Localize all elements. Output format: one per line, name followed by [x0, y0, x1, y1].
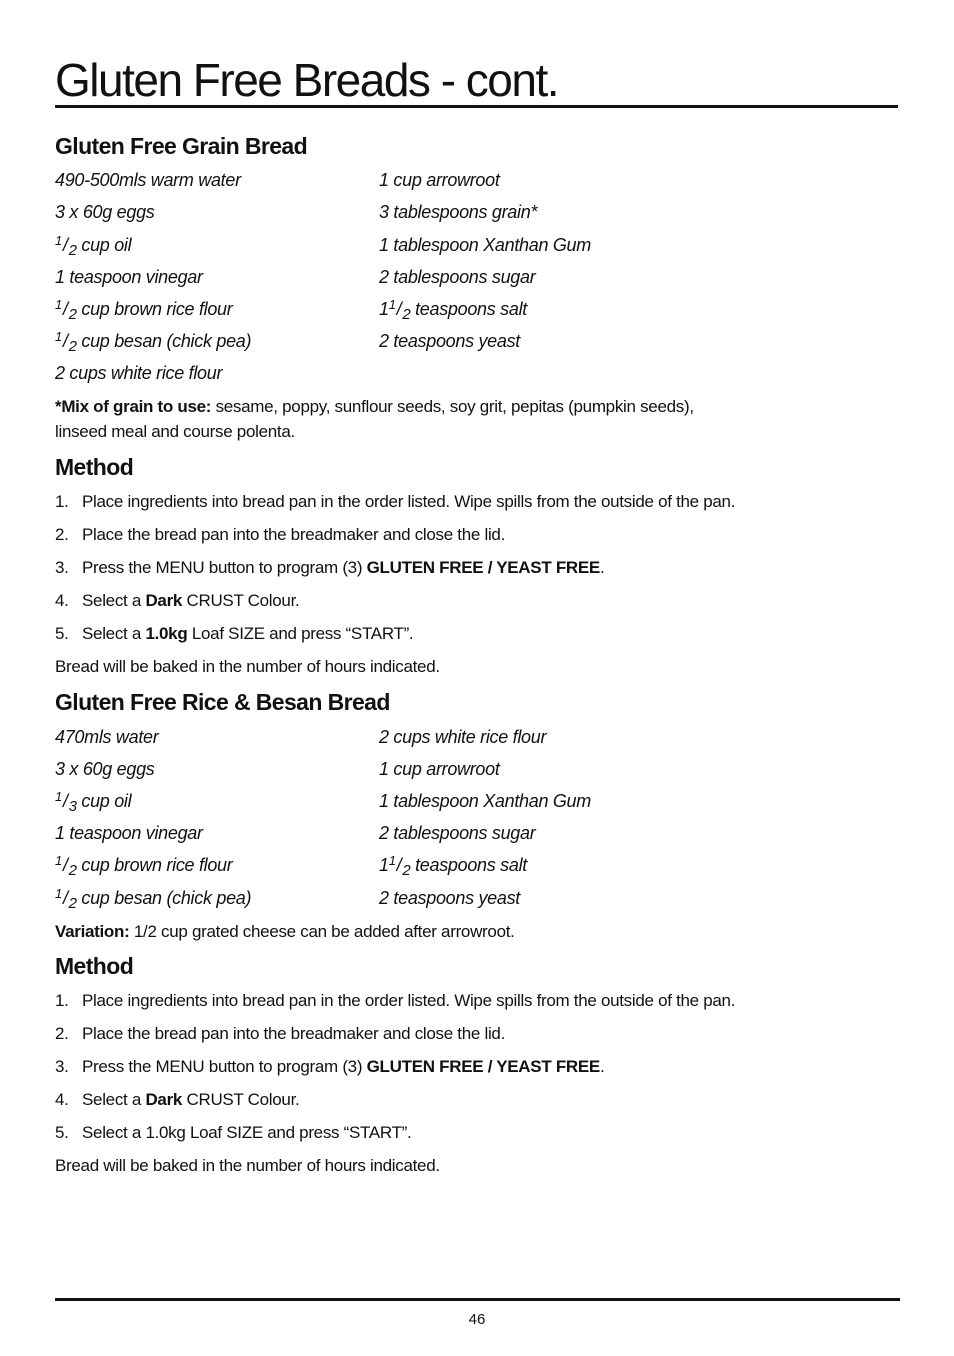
ingredient-sugar: 2 tablespoons sugar [379, 823, 536, 843]
ingredient-arrowroot: 1 cup arrowroot [379, 759, 500, 779]
method-step: 1. Place ingredients into bread pan in the order listed. Wipe spills from the outside of the pan. [55, 991, 736, 1010]
method-step: 4. Select a Dark CRUST Colour. [55, 591, 300, 610]
ingredient-xanthan-gum: 1 tablespoon Xanthan Gum [379, 235, 591, 255]
page-number: 46 [468, 1311, 486, 1328]
baking-note-grain: Bread will be baked in the number of hours indicated. [55, 657, 440, 676]
ingredient-vinegar: 1 teaspoon vinegar [55, 267, 203, 287]
ingredient-vinegar: 1 teaspoon vinegar [55, 823, 203, 843]
ingredient-white-rice-flour: 2 cups white rice flour [55, 363, 223, 383]
ingredient-eggs: 3 x 60g eggs [55, 759, 155, 779]
ingredient-brown-rice-flour: $^1/_2$ cup brown rice flour [55, 297, 233, 323]
ingredient-yeast: 2 teaspoons yeast [379, 331, 521, 351]
footer-divider [55, 1298, 900, 1301]
ingredient-water: 470mls water [55, 727, 159, 747]
ingredient-besan: $^1/_2$ cup besan (chick pea) [55, 886, 252, 912]
ingredient-brown-rice-flour: $^1/_2$ cup brown rice flour [55, 853, 233, 879]
ingredient-grain: 3 tablespoons grain* [379, 202, 538, 222]
title-divider [55, 105, 898, 108]
ingredient-xanthan-gum: 1 tablespoon Xanthan Gum [379, 791, 591, 811]
ingredient-salt: $1^1/_2$ teaspoons salt [379, 853, 527, 879]
ingredient-water: 490-500mls warm water [55, 170, 241, 190]
method-heading-grain: Method [55, 454, 134, 480]
ingredient-salt: $1^1/_2$ teaspoons salt [379, 297, 527, 323]
method-step: 5. Select a 1.0kg Loaf SIZE and press “START”. [55, 624, 414, 643]
ingredient-oil: $^1/_2$ cup oil [55, 233, 132, 259]
method-step: 4. Select a Dark CRUST Colour. [55, 1090, 300, 1109]
method-step: 1. Place ingredients into bread pan in the order listed. Wipe spills from the outside of the pan. [55, 492, 736, 511]
baking-note-rice: Bread will be baked in the number of hours indicated. [55, 1156, 440, 1175]
recipe-title-rice-besan-bread: Gluten Free Rice & Besan Bread [55, 689, 390, 715]
ingredient-sugar: 2 tablespoons sugar [379, 267, 536, 287]
recipe-title-grain-bread: Gluten Free Grain Bread [55, 133, 308, 159]
method-step: 3. Press the MENU button to program (3) GLUTEN FREE / YEAST FREE. [55, 1057, 605, 1076]
ingredient-eggs: 3 x 60g eggs [55, 202, 155, 222]
method-step: 2. Place the bread pan into the breadmaker and close the lid. [55, 525, 505, 544]
ingredient-white-rice-flour: 2 cups white rice flour [379, 727, 547, 747]
method-step: 3. Press the MENU button to program (3) GLUTEN FREE / YEAST FREE. [55, 558, 605, 577]
method-step: 2. Place the bread pan into the breadmaker and close the lid. [55, 1024, 505, 1043]
method-step: 5. Select a 1.0kg Loaf SIZE and press “START”. [55, 1123, 412, 1142]
ingredient-yeast: 2 teaspoons yeast [379, 888, 521, 908]
page-title: Gluten Free Breads - cont. [55, 54, 559, 106]
method-heading-rice: Method [55, 953, 134, 979]
ingredient-oil: $^1/_3$ cup oil [55, 789, 132, 815]
ingredient-besan: $^1/_2$ cup besan (chick pea) [55, 329, 252, 355]
ingredient-arrowroot: 1 cup arrowroot [379, 170, 500, 190]
grain-mix-note: *Mix of grain to use: sesame, poppy, sunflour seeds, soy grit, pepitas (pumpkin seeds), linseed meal and course polenta. [55, 397, 694, 441]
variation-note: Variation: 1/2 cup grated cheese can be added after arrowroot. [55, 922, 515, 941]
